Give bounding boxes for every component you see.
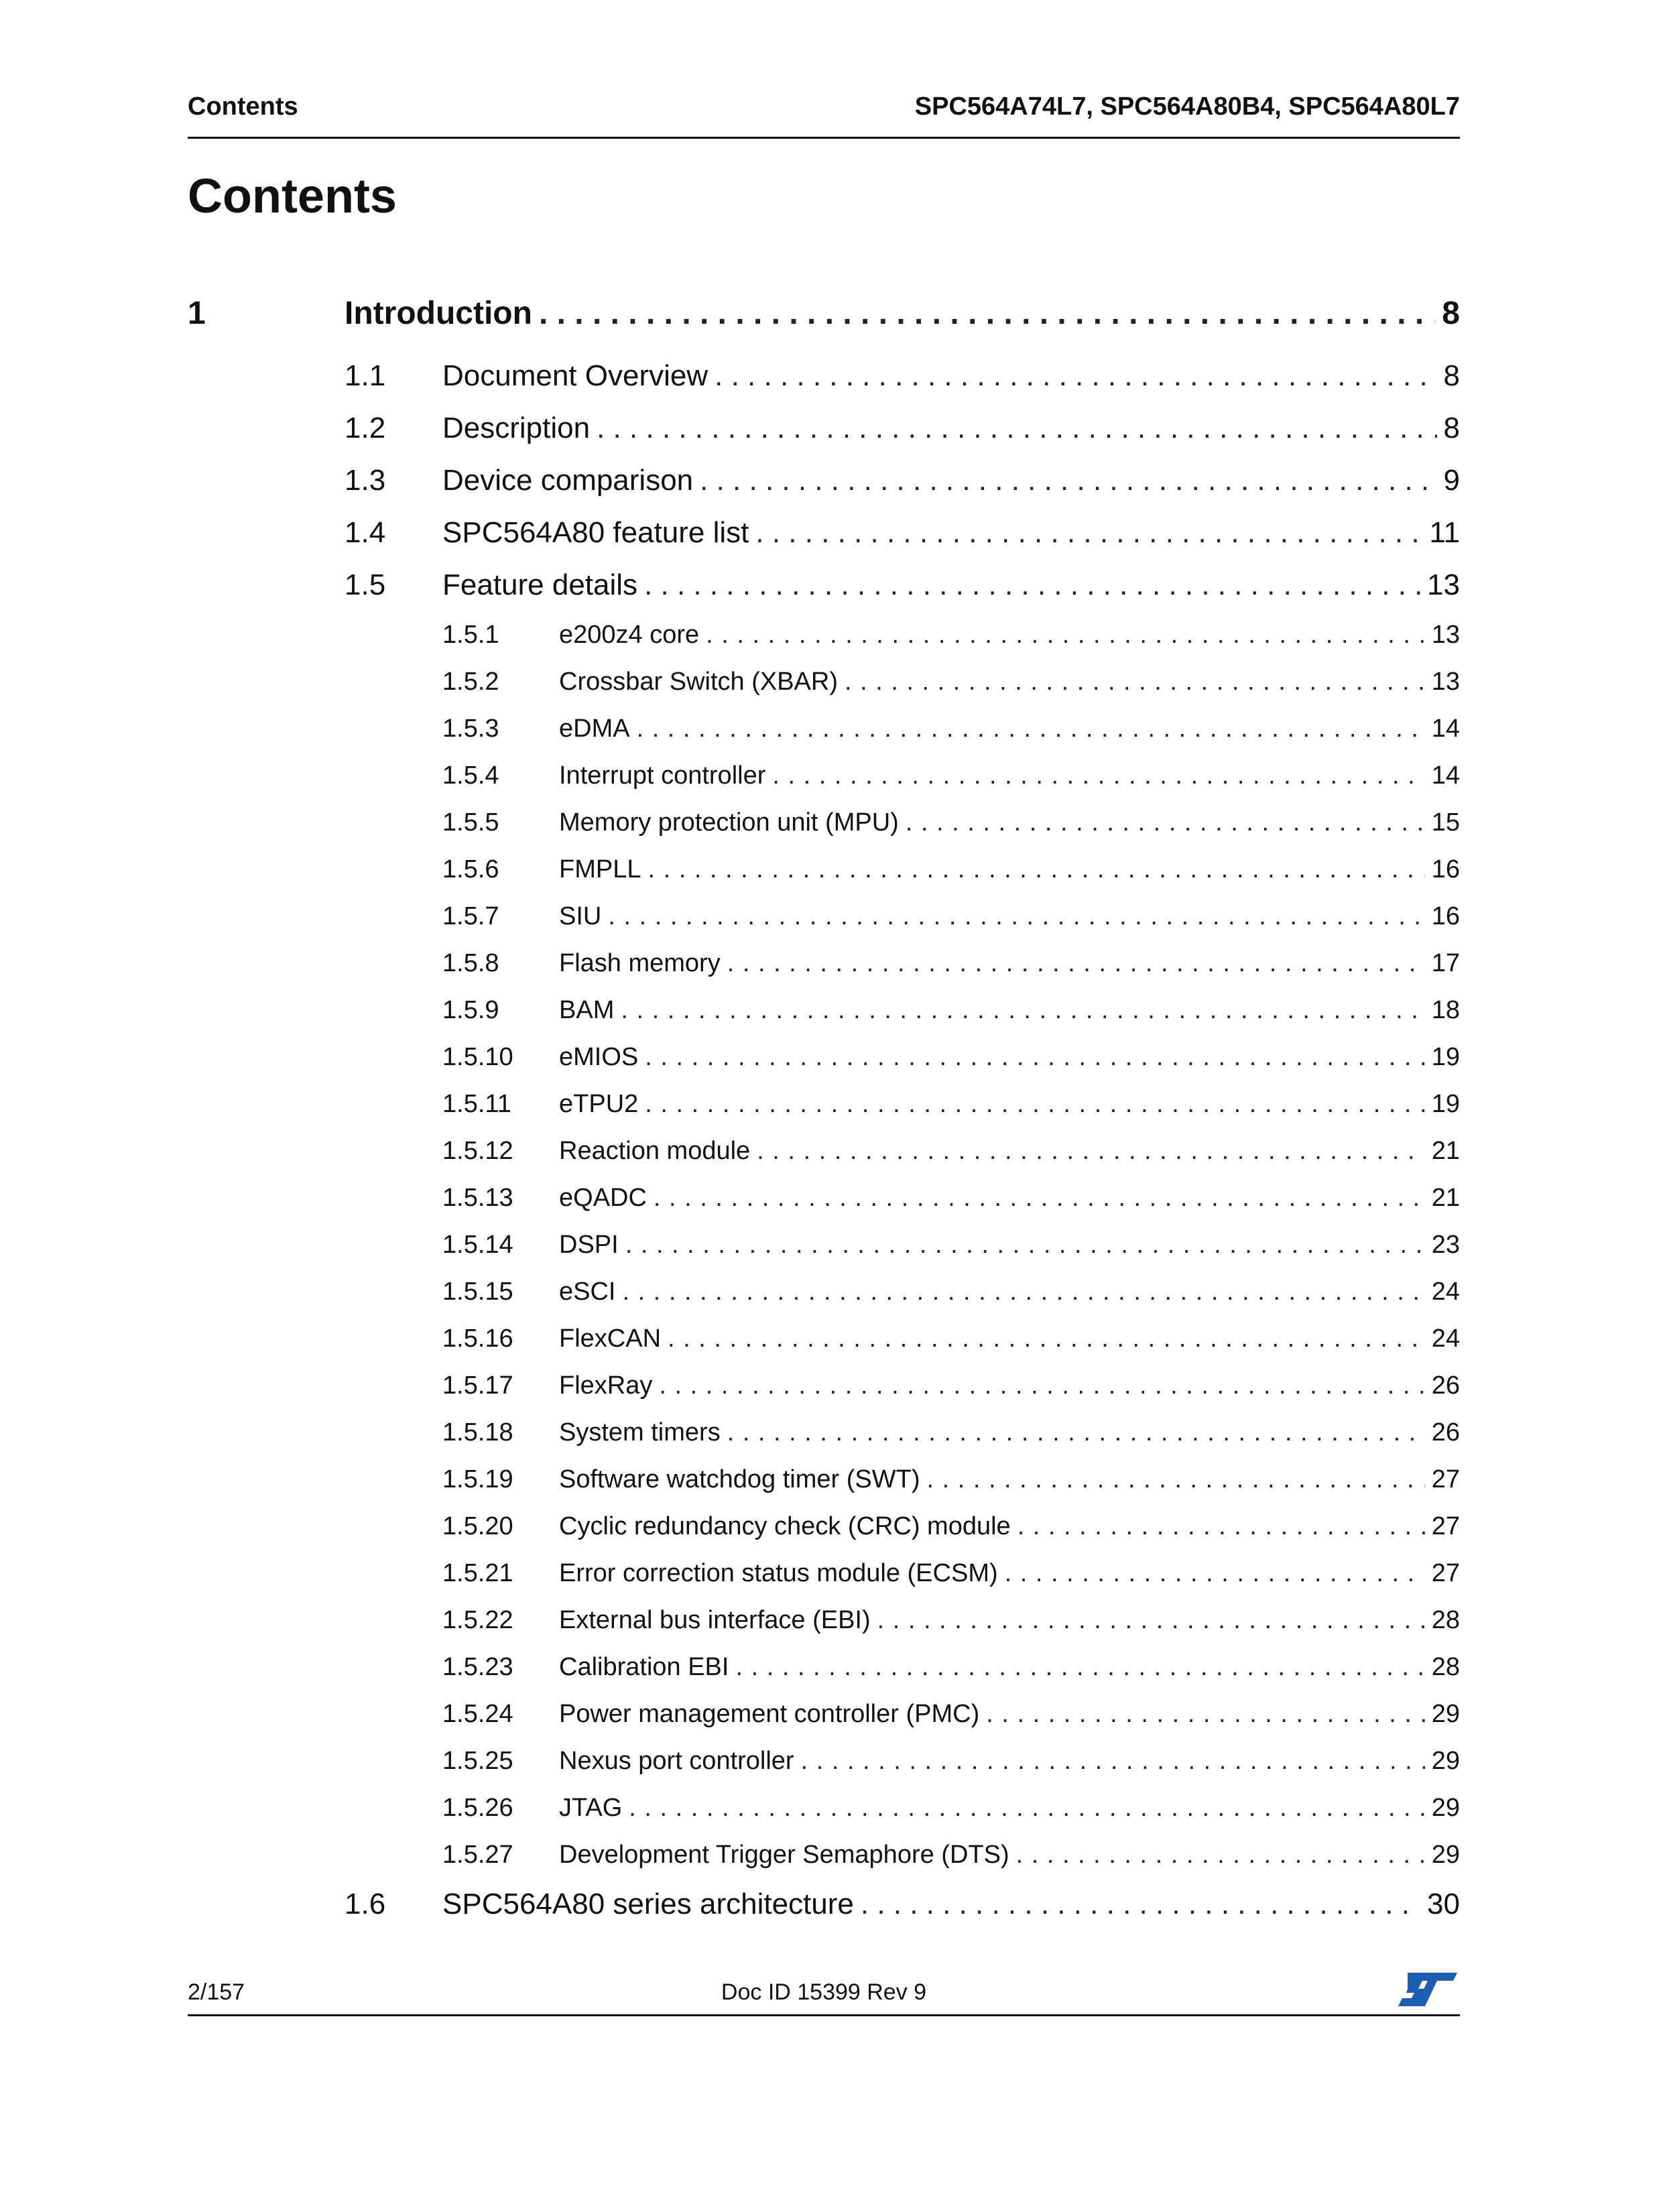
- toc-entry-page[interactable]: 24: [1431, 1278, 1460, 1306]
- toc-dot-leader: [668, 1325, 1425, 1353]
- page-footer: [188, 1967, 1460, 2016]
- toc-entry[interactable]: [188, 1700, 1460, 1747]
- toc-entry[interactable]: [188, 668, 1460, 715]
- toc-entry-title[interactable]: SPC564A80 series architecture: [442, 1888, 854, 1920]
- toc-entry-title[interactable]: Calibration EBI: [559, 1653, 729, 1681]
- toc-dot-leader: [645, 1043, 1424, 1072]
- toc-entry-page[interactable]: 11: [1429, 516, 1460, 549]
- toc-dot-leader: [648, 855, 1424, 884]
- page-title: Contents: [188, 170, 397, 223]
- toc-entry-number: 1.5.18: [442, 1418, 513, 1447]
- footer-page-number: 2/157: [188, 1979, 245, 2005]
- toc-entry-page[interactable]: 27: [1431, 1559, 1460, 1587]
- toc-dot-leader: [597, 412, 1436, 445]
- toc-entry-number: 1.5.24: [442, 1700, 513, 1728]
- toc-entry-title[interactable]: Interrupt controller: [559, 761, 766, 790]
- toc-entry[interactable]: [188, 715, 1460, 761]
- toc-dot-leader: [727, 1418, 1425, 1447]
- toc-entry-title[interactable]: BAM: [559, 996, 615, 1024]
- toc-entry-page[interactable]: 8: [1443, 359, 1460, 392]
- toc-entry-number: 1.5.11: [442, 1090, 511, 1118]
- toc-dot-leader: [926, 1465, 1424, 1494]
- toc-entry[interactable]: [188, 1325, 1460, 1371]
- toc-entry-title[interactable]: External bus interface (EBI): [559, 1606, 871, 1634]
- toc-dot-leader: [608, 902, 1424, 931]
- toc-dot-leader: [727, 949, 1425, 978]
- toc-entry[interactable]: [188, 359, 1460, 412]
- toc-entry-page[interactable]: 16: [1431, 855, 1460, 883]
- toc-dot-leader: [1016, 1841, 1425, 1869]
- toc-entry-title[interactable]: Software watchdog timer (SWT): [559, 1465, 920, 1493]
- toc-entry-page[interactable]: 19: [1431, 1043, 1460, 1071]
- toc-entry-page[interactable]: 19: [1431, 1090, 1460, 1118]
- toc-dot-leader: [735, 1653, 1424, 1682]
- toc-dot-leader: [629, 1794, 1424, 1823]
- page-header: [188, 88, 1460, 139]
- toc-entry[interactable]: [188, 1653, 1460, 1700]
- toc-dot-leader: [539, 295, 1435, 332]
- toc-entry-page[interactable]: 30: [1427, 1888, 1460, 1920]
- toc-entry-number: 1.5.20: [442, 1512, 513, 1540]
- toc-dot-leader: [659, 1371, 1424, 1400]
- toc-dot-leader: [700, 464, 1436, 497]
- toc-entry-page[interactable]: 24: [1431, 1325, 1460, 1353]
- toc-entry-number: 1.5.3: [442, 715, 499, 743]
- toc-entry[interactable]: [188, 1137, 1460, 1184]
- toc-entry[interactable]: [188, 412, 1460, 464]
- toc-dot-leader: [757, 1137, 1425, 1166]
- toc-dot-leader: [715, 359, 1436, 393]
- toc-entry-page[interactable]: 16: [1431, 902, 1460, 930]
- toc-entry-number: 1.5.10: [442, 1043, 513, 1071]
- toc-entry-title[interactable]: Document Overview: [442, 359, 708, 392]
- toc-entry-number: 1.2: [345, 412, 386, 444]
- toc-entry-page[interactable]: 26: [1431, 1371, 1460, 1400]
- toc-entry-title[interactable]: Cyclic redundancy check (CRC) module: [559, 1512, 1011, 1540]
- toc-entry-page[interactable]: 21: [1431, 1137, 1460, 1165]
- toc-entry-number: 1.6: [345, 1888, 386, 1920]
- toc-entry-number: 1.5.27: [442, 1841, 513, 1869]
- toc-entry-page[interactable]: 29: [1431, 1747, 1460, 1775]
- toc-entry-title[interactable]: eMIOS: [559, 1043, 639, 1071]
- toc-entry-title[interactable]: DSPI: [559, 1231, 619, 1259]
- toc-entry[interactable]: [188, 1418, 1460, 1465]
- toc-entry-number: 1.5.1: [442, 621, 499, 649]
- toc-dot-leader: [986, 1700, 1424, 1729]
- toc-entry-title[interactable]: Power management controller (PMC): [559, 1700, 980, 1728]
- toc-entry-title[interactable]: Development Trigger Semaphore (DTS): [559, 1841, 1009, 1869]
- toc-entry[interactable]: [188, 1841, 1460, 1888]
- toc-entry-title[interactable]: FlexCAN: [559, 1325, 662, 1353]
- toc-entry-number: 1.1: [345, 359, 386, 392]
- toc-entry[interactable]: [188, 516, 1460, 568]
- toc-entry-number: 1.5.14: [442, 1231, 513, 1259]
- st-logo-icon: [1396, 1970, 1460, 2009]
- toc-entry-title[interactable]: FMPLL: [559, 855, 641, 883]
- header-product: SPC564A74L7, SPC564A80B4, SPC564A80L7: [914, 93, 1460, 121]
- toc-dot-leader: [645, 1090, 1424, 1119]
- toc-entry-number: 1.5.9: [442, 996, 499, 1024]
- toc-entry-page[interactable]: 14: [1431, 761, 1460, 790]
- toc-entry-number: 1.5.22: [442, 1606, 513, 1634]
- toc-entry-title[interactable]: SPC564A80 feature list: [442, 516, 749, 549]
- toc-entry-number: 1.5.8: [442, 949, 499, 977]
- toc-entry-title[interactable]: FlexRay: [559, 1371, 653, 1400]
- toc-entry-number: 1.3: [345, 464, 386, 497]
- toc-dot-leader: [772, 761, 1424, 790]
- toc-entry-title[interactable]: eSCI: [559, 1278, 616, 1306]
- toc-dot-leader: [1018, 1512, 1425, 1541]
- toc-entry-title[interactable]: Memory protection unit (MPU): [559, 808, 899, 837]
- toc-entry-page[interactable]: 23: [1431, 1231, 1460, 1259]
- toc-entry-page[interactable]: 27: [1431, 1465, 1460, 1493]
- toc-entry-number: 1.5.19: [442, 1465, 513, 1493]
- toc-dot-leader: [644, 568, 1420, 602]
- toc-entry-page[interactable]: 27: [1431, 1512, 1460, 1540]
- toc-dot-leader: [706, 621, 1425, 650]
- toc-entry[interactable]: [188, 1794, 1460, 1841]
- toc-entry-number: 1.4: [345, 516, 386, 549]
- table-of-contents: [188, 295, 1460, 1940]
- toc-dot-leader: [637, 715, 1425, 743]
- toc-dot-leader: [755, 516, 1422, 550]
- toc-entry-title[interactable]: eTPU2: [559, 1090, 639, 1118]
- toc-entry-number: 1.5.16: [442, 1325, 513, 1353]
- toc-entry[interactable]: [188, 808, 1460, 855]
- toc-entry[interactable]: [188, 949, 1460, 996]
- toc-entry[interactable]: [188, 1184, 1460, 1231]
- toc-entry-title[interactable]: JTAG: [559, 1794, 623, 1822]
- toc-entry-number: 1.5.6: [442, 855, 499, 883]
- toc-dot-leader: [621, 996, 1424, 1025]
- toc-entry-title[interactable]: eQADC: [559, 1184, 647, 1212]
- toc-entry[interactable]: [188, 1090, 1460, 1137]
- toc-entry[interactable]: [188, 1043, 1460, 1090]
- toc-entry-title[interactable]: Reaction module: [559, 1137, 751, 1165]
- toc-entry[interactable]: [188, 1747, 1460, 1794]
- toc-entry[interactable]: [188, 1465, 1460, 1512]
- toc-entry[interactable]: [188, 1606, 1460, 1653]
- toc-entry-number: 1.5.13: [442, 1184, 513, 1212]
- toc-entry[interactable]: [188, 761, 1460, 808]
- toc-entry-number: 1.5: [345, 568, 386, 601]
- toc-entry-number: 1.5.2: [442, 668, 499, 696]
- toc-entry-number: 1.5.17: [442, 1371, 513, 1400]
- toc-entry-page[interactable]: 29: [1431, 1700, 1460, 1728]
- toc-entry-page[interactable]: 26: [1431, 1418, 1460, 1447]
- toc-entry-number: 1.5.26: [442, 1794, 513, 1822]
- toc-entry-page[interactable]: 13: [1431, 668, 1460, 696]
- toc-entry-title[interactable]: Introduction: [345, 296, 532, 331]
- toc-entry-number: 1.5.5: [442, 808, 499, 837]
- toc-entry[interactable]: [188, 1888, 1460, 1940]
- toc-entry-number: 1.5.7: [442, 902, 499, 930]
- toc-entry[interactable]: [188, 1559, 1460, 1606]
- toc-entry-title[interactable]: Feature details: [442, 568, 638, 601]
- toc-entry[interactable]: [188, 902, 1460, 949]
- toc-entry-page[interactable]: 17: [1431, 949, 1460, 977]
- toc-entry-page[interactable]: 13: [1431, 621, 1460, 649]
- toc-entry-page[interactable]: 14: [1431, 715, 1460, 743]
- toc-entry[interactable]: [188, 1512, 1460, 1559]
- toc-entry[interactable]: [188, 295, 1460, 359]
- toc-entry[interactable]: [188, 1278, 1460, 1325]
- toc-entry-page[interactable]: 8: [1442, 296, 1460, 331]
- toc-entry-page[interactable]: 28: [1431, 1653, 1460, 1681]
- toc-dot-leader: [654, 1184, 1425, 1213]
- toc-entry-page[interactable]: 18: [1431, 996, 1460, 1024]
- toc-entry-page[interactable]: 29: [1431, 1794, 1460, 1822]
- toc-entry-title[interactable]: Flash memory: [559, 949, 721, 977]
- toc-entry[interactable]: [188, 996, 1460, 1043]
- toc-entry-page[interactable]: 13: [1427, 568, 1460, 601]
- toc-entry-number: 1.5.21: [442, 1559, 513, 1587]
- toc-dot-leader: [625, 1231, 1425, 1259]
- toc-entry[interactable]: [188, 1371, 1460, 1418]
- toc-entry-number: 1.5.4: [442, 761, 499, 790]
- toc-entry-page[interactable]: 9: [1443, 464, 1460, 497]
- toc-entry-page[interactable]: 29: [1431, 1841, 1460, 1869]
- toc-entry-number: 1.5.25: [442, 1747, 513, 1775]
- toc-entry-title[interactable]: System timers: [559, 1418, 721, 1447]
- toc-entry-title[interactable]: Crossbar Switch (XBAR): [559, 668, 838, 696]
- toc-dot-leader: [906, 808, 1425, 837]
- toc-entry-title[interactable]: e200z4 core: [559, 621, 700, 649]
- toc-dot-leader: [1005, 1559, 1425, 1588]
- toc-entry-title[interactable]: Device comparison: [442, 464, 694, 497]
- toc-entry-title[interactable]: Description: [442, 412, 591, 444]
- toc-entry-page[interactable]: 15: [1431, 808, 1460, 837]
- toc-entry-title[interactable]: eDMA: [559, 715, 630, 743]
- toc-entry[interactable]: [188, 855, 1460, 902]
- toc-entry-title[interactable]: Nexus port controller: [559, 1747, 794, 1775]
- toc-entry-title[interactable]: Error correction status module (ECSM): [559, 1559, 998, 1587]
- header-section: Contents: [188, 93, 298, 121]
- toc-entry-title[interactable]: SIU: [559, 902, 602, 930]
- toc-entry[interactable]: [188, 1231, 1460, 1278]
- toc-entry-page[interactable]: 21: [1431, 1184, 1460, 1212]
- toc-entry-number: 1: [188, 296, 206, 331]
- toc-dot-leader: [877, 1606, 1425, 1635]
- toc-entry-page[interactable]: 8: [1443, 412, 1460, 444]
- toc-dot-leader: [622, 1278, 1424, 1306]
- toc-dot-leader: [801, 1747, 1425, 1776]
- toc-dot-leader: [845, 668, 1425, 696]
- toc-entry[interactable]: [188, 464, 1460, 516]
- toc-entry[interactable]: [188, 568, 1460, 621]
- toc-entry-number: 1.5.15: [442, 1278, 513, 1306]
- toc-dot-leader: [861, 1888, 1420, 1921]
- footer-doc-id: Doc ID 15399 Rev 9: [721, 1979, 927, 2005]
- toc-entry[interactable]: [188, 621, 1460, 668]
- toc-entry-number: 1.5.12: [442, 1137, 513, 1165]
- toc-entry-number: 1.5.23: [442, 1653, 513, 1681]
- toc-entry-page[interactable]: 28: [1431, 1606, 1460, 1634]
